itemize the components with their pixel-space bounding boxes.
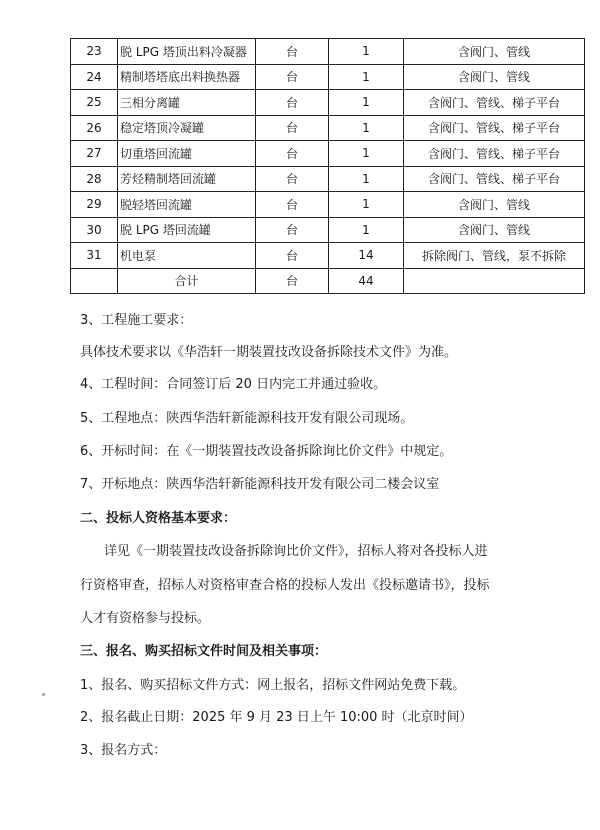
equipment-table: [70, 38, 585, 294]
row-number: 26: [71, 115, 118, 141]
unit: 台: [256, 64, 329, 90]
total-quantity: 44: [329, 268, 404, 294]
table-row: [71, 192, 585, 218]
table-row: [71, 166, 585, 192]
quantity: 1: [329, 64, 404, 90]
remark: 含阀门、管线: [404, 39, 585, 65]
equipment-name: 精制塔塔底出料换热器: [118, 64, 256, 90]
total-label: 合计: [118, 268, 256, 294]
remark: 含阀门、管线、梯子平台: [404, 90, 585, 116]
remark: 含阀门、管线: [404, 192, 585, 218]
qualification-paragraph-line-3: 人才有资格参与投标。: [80, 611, 211, 626]
unit: 台: [256, 90, 329, 116]
table-row: [71, 90, 585, 116]
equipment-table-body: [71, 39, 585, 294]
remark: 拆除阀门、管线，泵不拆除: [404, 243, 585, 269]
quantity: 1: [329, 90, 404, 116]
equipment-name: 机电泵: [118, 243, 256, 269]
quantity: 1: [329, 115, 404, 141]
quantity: 14: [329, 243, 404, 269]
table-row: [71, 217, 585, 243]
section-3-title: 3、工程施工要求：: [80, 313, 193, 328]
table-total-row: [71, 268, 585, 294]
remark: 含阀门、管线、梯子平台: [404, 141, 585, 167]
equipment-name: 三相分离罐: [118, 90, 256, 116]
qualification-paragraph-line-2: 行资格审查，招标人对资格审查合格的投标人发出《投标邀请书》，投标: [80, 578, 490, 593]
table-row: [71, 141, 585, 167]
unit: 台: [256, 217, 329, 243]
row-number: 25: [71, 90, 118, 116]
table-row: [71, 115, 585, 141]
equipment-name: 稳定塔顶冷凝罐: [118, 115, 256, 141]
row-number: 24: [71, 64, 118, 90]
quantity: 1: [329, 166, 404, 192]
table-row: [71, 243, 585, 269]
row-number: 28: [71, 166, 118, 192]
remark: 含阀门、管线、梯子平台: [404, 166, 585, 192]
unit: 台: [256, 141, 329, 167]
section-3-text: 具体技术要求以《华浩轩一期装置技改设备拆除技术文件》为准。: [80, 345, 458, 360]
table-row: [71, 64, 585, 90]
total-unit: 台: [256, 268, 329, 294]
unit: 台: [256, 166, 329, 192]
quantity: 1: [329, 39, 404, 65]
section-6: 6、开标时间：在《一期装置技改设备拆除询比价文件》中规定。: [80, 444, 453, 459]
row-number: 31: [71, 243, 118, 269]
equipment-name: 脱 LPG 塔回流罐: [118, 217, 256, 243]
scan-mark: [42, 693, 45, 696]
remark: 含阀门、管线、梯子平台: [404, 115, 585, 141]
total-remark: [404, 268, 585, 294]
table-row: [71, 39, 585, 65]
equipment-name: 脱轻塔回流罐: [118, 192, 256, 218]
section-4: 4、工程时间：合同签订后 20 日内完工并通过验收。: [80, 377, 387, 392]
row-number: 27: [71, 141, 118, 167]
unit: 台: [256, 192, 329, 218]
section-7: 7、开标地点：陕西华浩轩新能源科技开发有限公司二楼会议室: [80, 477, 440, 492]
heading-registration: 三、报名、购买招标文件时间及相关事项：: [80, 644, 328, 659]
section-5: 5、工程地点：陕西华浩轩新能源科技开发有限公司现场。: [80, 411, 414, 426]
equipment-name: 切重塔回流罐: [118, 141, 256, 167]
remark: 含阀门、管线: [404, 217, 585, 243]
row-number: 29: [71, 192, 118, 218]
equipment-name: 芳烃精制塔回流罐: [118, 166, 256, 192]
unit: 台: [256, 39, 329, 65]
unit: 台: [256, 243, 329, 269]
registration-item-3: 3、报名方式：: [80, 743, 167, 758]
total-blank-cell: [71, 268, 118, 294]
heading-qualification: 二、投标人资格基本要求：: [80, 511, 237, 526]
quantity: 1: [329, 217, 404, 243]
registration-item-1: 1、报名、购买招标文件方式：网上报名，招标文件网站免费下载。: [80, 678, 466, 693]
unit: 台: [256, 115, 329, 141]
remark: 含阀门、管线: [404, 64, 585, 90]
quantity: 1: [329, 192, 404, 218]
qualification-paragraph-line-1: 详见《一期装置技改设备拆除询比价文件》，招标人将对各投标人进: [104, 544, 488, 559]
row-number: 23: [71, 39, 118, 65]
equipment-name: 脱 LPG 塔顶出料冷凝器: [118, 39, 256, 65]
registration-item-2: 2、报名截止日期：2025 年 9 月 23 日上午 10:00 时（北京时间）: [80, 710, 473, 725]
quantity: 1: [329, 141, 404, 167]
row-number: 30: [71, 217, 118, 243]
